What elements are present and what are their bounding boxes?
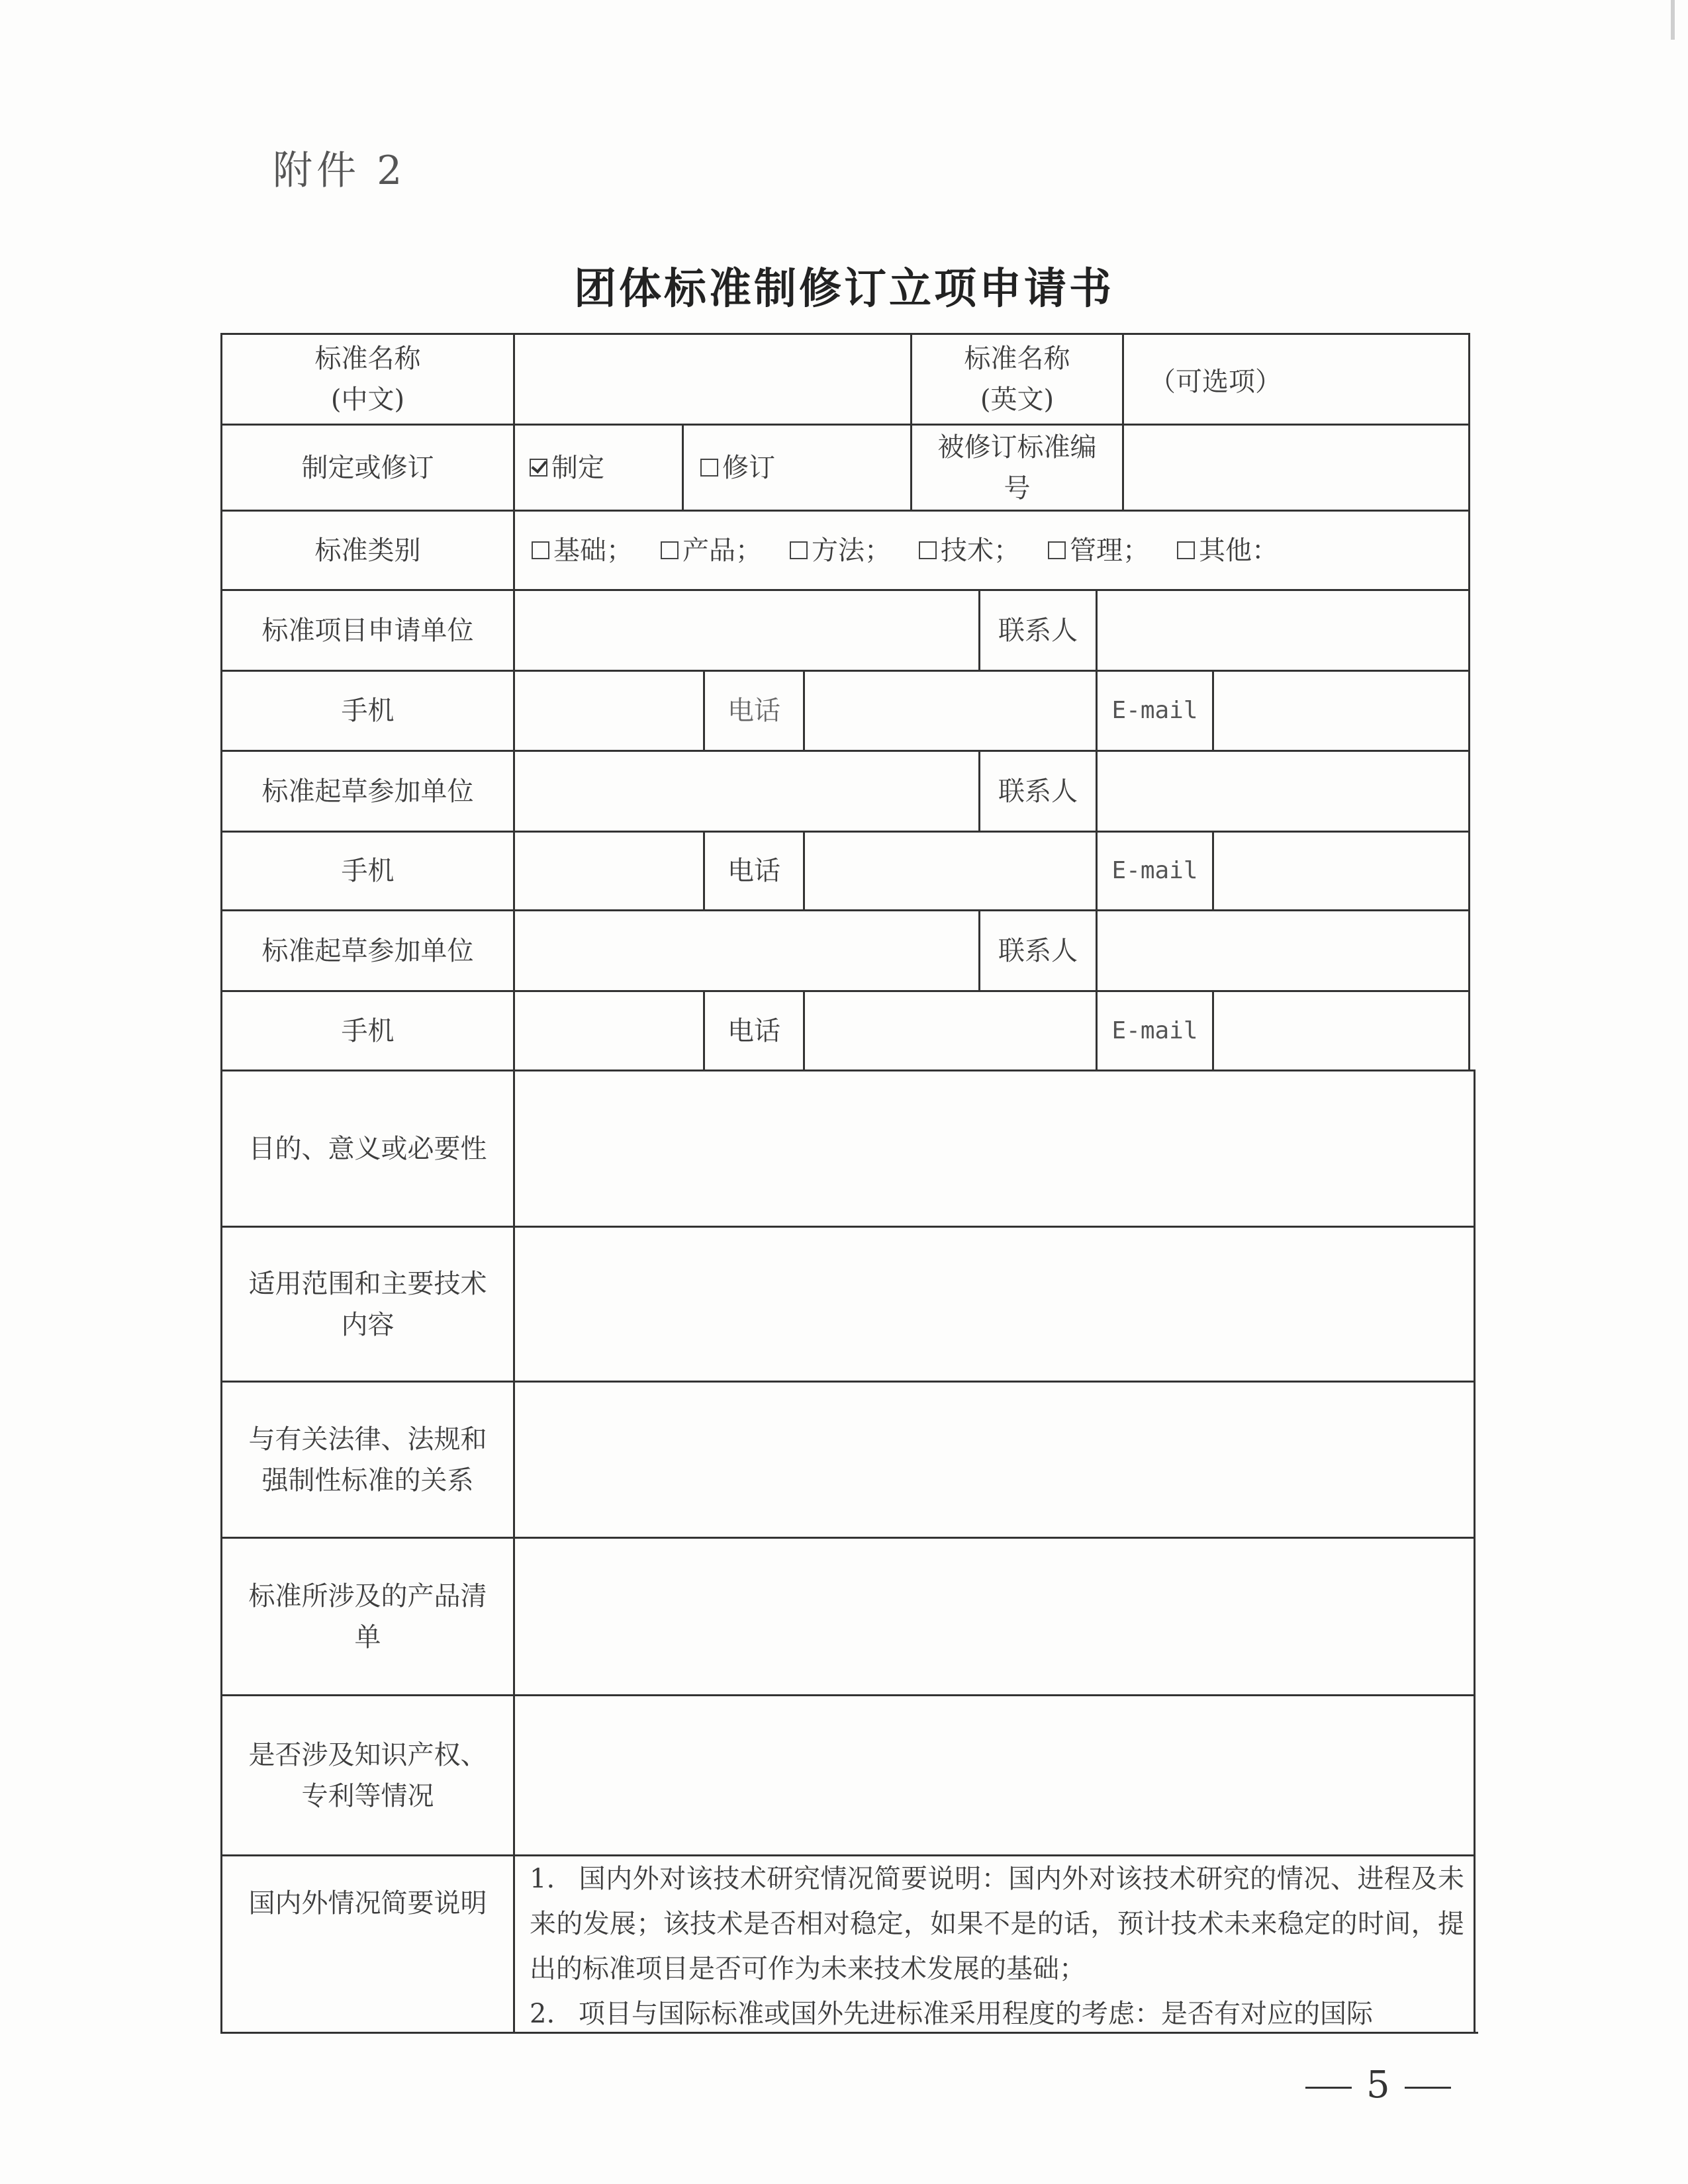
option-revise[interactable]: 修订: [684, 426, 910, 510]
phone-field[interactable]: [805, 672, 1096, 750]
email-field[interactable]: [1214, 992, 1474, 1069]
checkbox-icon: [532, 541, 549, 559]
contact-label: 联系人: [998, 776, 1078, 807]
revised-number-label: 被修订标准编 号: [937, 432, 1097, 504]
email-label: E-mail: [1111, 1017, 1198, 1044]
phone-label: 电话: [727, 1015, 780, 1046]
category-option[interactable]: 管理；: [1048, 530, 1149, 571]
purpose-field[interactable]: [515, 1071, 1474, 1226]
intl-label: 国内外情况简要说明: [248, 1888, 487, 1919]
contact-field[interactable]: [1098, 752, 1468, 831]
drafting-unit-field[interactable]: [515, 911, 978, 990]
category-options: [515, 512, 1468, 589]
name-cn-field[interactable]: [515, 335, 910, 424]
mobile-field[interactable]: [515, 992, 703, 1069]
phone-field[interactable]: [805, 992, 1096, 1069]
checkbox-icon: [790, 541, 808, 559]
checked-box-icon: [530, 459, 547, 477]
attachment-label: 附件 2: [273, 148, 406, 194]
name-en-field[interactable]: [1124, 335, 1468, 424]
name-cn-label: 标准名称 (中文): [314, 343, 421, 415]
email-label: E-mail: [1111, 857, 1198, 885]
products-field[interactable]: [515, 1539, 1474, 1694]
laws-label: 与有关法律、法规和 强制性标准的关系: [248, 1424, 487, 1496]
phone-field[interactable]: [805, 833, 1096, 909]
page-number: 5: [1291, 2064, 1466, 2107]
products-label: 标准所涉及的产品清 单: [248, 1580, 487, 1653]
category-option[interactable]: 基础；: [532, 530, 633, 571]
contact-field[interactable]: [1098, 911, 1468, 990]
purpose-label: 目的、意义或必要性: [248, 1133, 487, 1164]
name-en-label: 标准名称 (英文): [964, 343, 1070, 415]
checkbox-icon: [1048, 541, 1066, 559]
mobile-label: 手机: [341, 696, 395, 726]
contact-field[interactable]: [1098, 591, 1468, 670]
category-option[interactable]: 技术；: [919, 530, 1020, 571]
scope-field[interactable]: [515, 1228, 1474, 1381]
category-label: 标准类别: [314, 535, 421, 566]
mobile-field[interactable]: [515, 833, 703, 909]
dash-right: [1405, 2087, 1451, 2089]
contact-label: 联系人: [998, 615, 1078, 646]
checkbox-icon: [661, 541, 679, 559]
scan-edge-mark: [1671, 0, 1675, 40]
ip-label: 是否涉及知识产权、 专利等情况: [248, 1739, 487, 1811]
name-en-hint: （可选项）: [1149, 367, 1282, 397]
laws-field[interactable]: [515, 1383, 1474, 1537]
drafting-unit-label: 标准起草参加单位: [261, 935, 474, 966]
option-make[interactable]: 制定: [515, 426, 682, 510]
dash-left: [1305, 2087, 1352, 2089]
revised-number-field[interactable]: [1124, 426, 1468, 510]
intl-note-2: 2. 项目与国际标准或国外先进标准采用程度的考虑：是否有对应的国际: [530, 1999, 1373, 2029]
checkbox-icon: [1177, 541, 1195, 559]
email-field[interactable]: [1214, 833, 1468, 909]
drafting-unit-field[interactable]: [515, 752, 978, 831]
applicant-unit-field[interactable]: [515, 591, 978, 670]
intl-note-1: 1. 国内外对该技术研究情况简要说明：国内外对该技术研究的情况、进程及未来的发展；该技术是否相对稳定，如果不是的话，预计技术未来稳定的时间，提出的标准项目是否可作为未来技术发展的基础；: [530, 1864, 1464, 1984]
page-title: 团体标准制修订立项申请书: [574, 264, 1114, 314]
category-option[interactable]: 产品；: [661, 530, 762, 571]
email-field[interactable]: [1214, 672, 1468, 750]
mobile-field[interactable]: [515, 672, 703, 750]
phone-label: 电话: [727, 696, 780, 726]
make-or-revise-label: 制定或修订: [301, 452, 434, 483]
checkbox-icon: [700, 459, 718, 477]
category-option[interactable]: 其他：: [1177, 530, 1278, 571]
contact-label: 联系人: [998, 935, 1078, 966]
category-option[interactable]: 方法；: [790, 530, 891, 571]
scope-label: 适用范围和主要技术 内容: [248, 1268, 487, 1340]
email-label: E-mail: [1111, 697, 1198, 725]
drafting-unit-label: 标准起草参加单位: [261, 776, 474, 807]
mobile-label: 手机: [341, 856, 395, 886]
mobile-label: 手机: [341, 1015, 395, 1046]
phone-label: 电话: [727, 856, 780, 886]
ip-field[interactable]: [515, 1696, 1474, 1854]
checkbox-icon: [919, 541, 937, 559]
applicant-unit-label: 标准项目申请单位: [261, 615, 474, 646]
intl-notes: [515, 1856, 1474, 2032]
